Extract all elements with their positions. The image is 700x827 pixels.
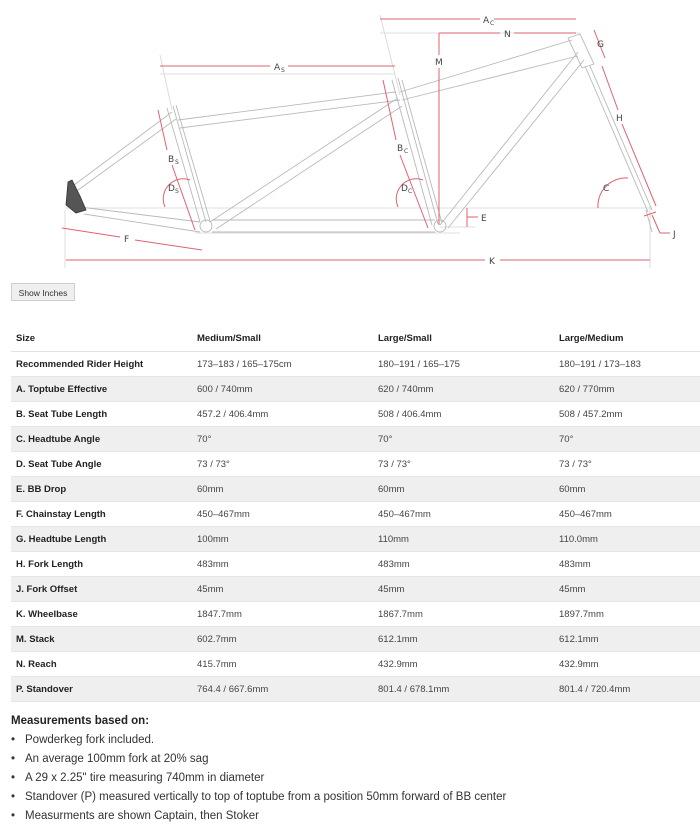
row-value: 450–467mm	[373, 502, 554, 527]
row-label: K. Wheelbase	[11, 602, 192, 627]
stoker-top-tube	[178, 92, 400, 128]
row-label: N. Reach	[11, 652, 192, 677]
table-row	[11, 502, 700, 527]
row-value: 612.1mm	[373, 627, 554, 652]
row-value: 801.4 / 720.4mm	[554, 677, 700, 702]
label-g: G	[597, 40, 604, 50]
row-value: 45mm	[554, 577, 700, 602]
boom-tube	[212, 220, 435, 232]
table-row	[11, 352, 700, 377]
row-value: 110.0mm	[554, 527, 700, 552]
svg-text:C: C	[490, 20, 495, 27]
table-row	[11, 452, 700, 477]
captain-top-tube	[400, 40, 578, 100]
table-row	[11, 477, 700, 502]
measurement-notes	[11, 715, 691, 826]
table-header-row	[11, 326, 700, 352]
table-row	[11, 652, 700, 677]
notes-list	[11, 731, 691, 826]
svg-text:C: C	[404, 148, 409, 155]
row-value: 60mm	[554, 477, 700, 502]
chainstay	[80, 207, 200, 232]
note-item: • Measurments are shown Captain, then Stoker	[23, 807, 691, 826]
row-value: 508 / 457.2mm	[554, 402, 700, 427]
table-row	[11, 602, 700, 627]
row-value: 483mm	[192, 552, 373, 577]
column-header-size-1: Medium/Small	[192, 326, 373, 352]
row-value: 73 / 73°	[554, 452, 700, 477]
row-value: 70°	[554, 427, 700, 452]
label-e: E	[481, 214, 487, 224]
table-body	[11, 352, 700, 702]
label-n: N	[504, 30, 511, 40]
table-row	[11, 427, 700, 452]
tandem-frame	[66, 34, 652, 232]
column-header-size-2: Large/Small	[373, 326, 554, 352]
note-item: • An average 100mm fork at 20% sag	[23, 750, 691, 769]
row-value: 432.9mm	[373, 652, 554, 677]
note-item: • Powderkeg fork included.	[23, 731, 691, 750]
seat-stay	[70, 112, 176, 193]
svg-text:S: S	[175, 159, 179, 166]
down-tube	[440, 52, 584, 228]
frame-geometry-diagram	[0, 0, 700, 275]
row-label: M. Stack	[11, 627, 192, 652]
row-value: 1847.7mm	[192, 602, 373, 627]
svg-text:C: C	[408, 188, 413, 195]
dim-b-stoker	[158, 110, 167, 150]
row-value: 483mm	[554, 552, 700, 577]
label-j: J	[673, 230, 676, 240]
captain-bb-shell	[434, 220, 446, 232]
reference-lines	[65, 15, 650, 268]
row-value: 602.7mm	[192, 627, 373, 652]
label-a-captain: A	[483, 16, 490, 26]
row-label: E. BB Drop	[11, 477, 192, 502]
table-row	[11, 377, 700, 402]
show-inches-button[interactable]: Show Inches	[11, 283, 75, 301]
row-label: Recommended Rider Height	[11, 352, 192, 377]
label-f: F	[124, 235, 130, 245]
row-value: 100mm	[192, 527, 373, 552]
table-row	[11, 627, 700, 652]
label-b-stoker: B	[168, 155, 175, 165]
row-label: H. Fork Length	[11, 552, 192, 577]
row-label: A. Toptube Effective	[11, 377, 192, 402]
label-h: H	[616, 114, 623, 124]
row-value: 415.7mm	[192, 652, 373, 677]
row-value: 600 / 740mm	[192, 377, 373, 402]
row-value: 1897.7mm	[554, 602, 700, 627]
row-value: 450–467mm	[554, 502, 700, 527]
row-value: 508 / 406.4mm	[373, 402, 554, 427]
label-d-stoker: D	[168, 184, 175, 194]
table-row	[11, 527, 700, 552]
row-value: 73 / 73°	[192, 452, 373, 477]
head-tube	[568, 34, 594, 68]
row-value: 612.1mm	[554, 627, 700, 652]
row-value: 432.9mm	[554, 652, 700, 677]
row-value: 45mm	[192, 577, 373, 602]
row-value: 764.4 / 667.6mm	[192, 677, 373, 702]
row-value: 457.2 / 406.4mm	[192, 402, 373, 427]
label-a-stoker: A	[274, 63, 281, 73]
geometry-table	[11, 326, 700, 702]
note-item: • Standover (P) measured vertically to top of toptube from a position 50mm forward of BB center	[23, 788, 691, 807]
row-label: P. Standover	[11, 677, 192, 702]
row-value: 801.4 / 678.1mm	[373, 677, 554, 702]
lateral-tube	[210, 98, 402, 229]
svg-text:S: S	[175, 188, 179, 195]
row-value: 180–191 / 173–183	[554, 352, 700, 377]
row-value: 73 / 73°	[373, 452, 554, 477]
row-label: F. Chainstay Length	[11, 502, 192, 527]
table-row	[11, 552, 700, 577]
table-row	[11, 677, 700, 702]
row-value: 483mm	[373, 552, 554, 577]
row-value: 110mm	[373, 527, 554, 552]
label-c: C	[603, 184, 610, 194]
note-item: • A 29 x 2.25" tire measuring 740mm in diameter	[23, 769, 691, 788]
svg-text:S: S	[281, 67, 285, 74]
dimension-lines	[62, 19, 670, 260]
table-row	[11, 402, 700, 427]
column-header-size-3: Large/Medium	[554, 326, 700, 352]
table-row	[11, 577, 700, 602]
row-value: 173–183 / 165–175cm	[192, 352, 373, 377]
row-value: 60mm	[192, 477, 373, 502]
row-label: C. Headtube Angle	[11, 427, 192, 452]
label-m: M	[435, 58, 443, 68]
label-b-captain: B	[397, 144, 404, 154]
row-value: 450–467mm	[192, 502, 373, 527]
row-label: D. Seat Tube Angle	[11, 452, 192, 477]
fork	[585, 66, 652, 232]
notes-title: Measurements based on:	[11, 715, 150, 727]
dim-f	[62, 228, 120, 237]
dim-h	[602, 66, 618, 110]
column-header-size: Size	[11, 326, 192, 352]
row-label: J. Fork Offset	[11, 577, 192, 602]
label-d-captain: D	[401, 184, 408, 194]
row-value: 60mm	[373, 477, 554, 502]
row-label: B. Seat Tube Length	[11, 402, 192, 427]
row-value: 45mm	[373, 577, 554, 602]
row-value: 70°	[373, 427, 554, 452]
row-value: 180–191 / 165–175	[373, 352, 554, 377]
row-value: 620 / 740mm	[373, 377, 554, 402]
row-value: 70°	[192, 427, 373, 452]
row-value: 620 / 770mm	[554, 377, 700, 402]
label-k: K	[489, 257, 495, 267]
row-label: G. Headtube Length	[11, 527, 192, 552]
dimension-labels	[124, 16, 676, 267]
row-value: 1867.7mm	[373, 602, 554, 627]
